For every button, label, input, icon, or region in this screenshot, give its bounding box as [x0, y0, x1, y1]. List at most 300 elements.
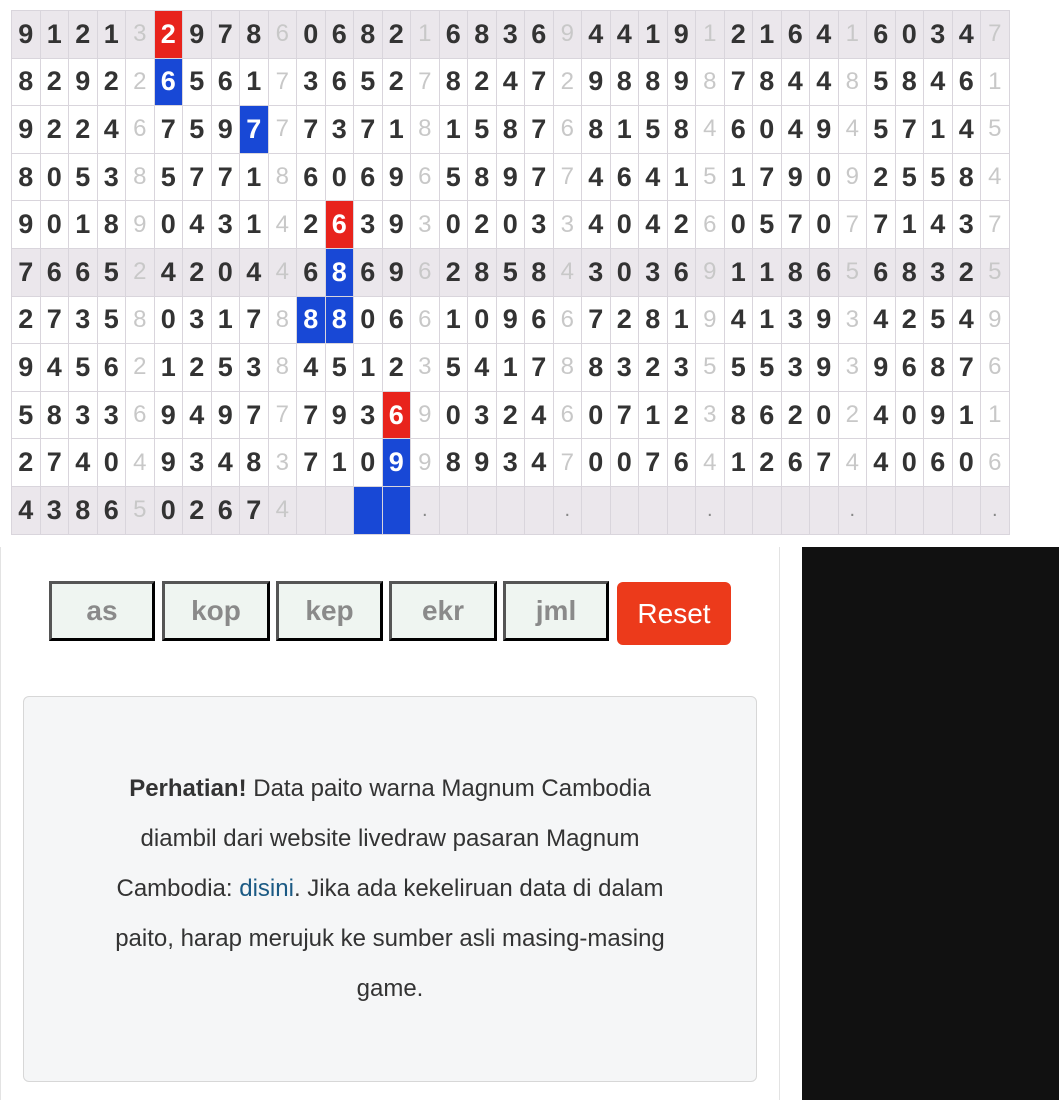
grid-digit-cell[interactable]: 6: [952, 58, 981, 106]
filter-as-button[interactable]: as: [49, 581, 155, 641]
grid-digit-cell[interactable]: 1: [240, 58, 269, 106]
grid-digit-cell[interactable]: 8: [582, 106, 611, 154]
grid-digit-cell[interactable]: 7: [810, 439, 839, 487]
grid-digit-cell[interactable]: 5: [154, 153, 183, 201]
grid-digit-cell[interactable]: 7: [724, 58, 753, 106]
grid-digit-cell[interactable]: 2: [496, 391, 525, 439]
grid-digit-cell[interactable]: 0: [610, 439, 639, 487]
grid-digit-cell[interactable]: 8: [468, 11, 497, 59]
grid-digit-cell[interactable]: 2: [895, 296, 924, 344]
grid-digit-cell[interactable]: 1: [354, 344, 383, 392]
grid-digit-cell[interactable]: 6: [895, 344, 924, 392]
grid-digit-cell[interactable]: 2: [667, 201, 696, 249]
grid-digit-cell[interactable]: 8: [582, 344, 611, 392]
grid-digit-cell[interactable]: 5: [183, 58, 212, 106]
grid-digit-cell[interactable]: 3: [240, 344, 269, 392]
grid-digit-cell[interactable]: 1: [154, 344, 183, 392]
grid-digit-cell[interactable]: 6: [525, 296, 554, 344]
grid-digit-cell[interactable]: 0: [724, 201, 753, 249]
grid-digit-cell[interactable]: 1: [724, 248, 753, 296]
grid-digit-cell[interactable]: 1: [211, 296, 240, 344]
grid-digit-cell[interactable]: 4: [867, 296, 896, 344]
grid-digit-cell[interactable]: 9: [12, 11, 41, 59]
grid-digit-cell[interactable]: 8: [12, 58, 41, 106]
grid-digit-cell[interactable]: 4: [867, 439, 896, 487]
grid-digit-cell[interactable]: 7: [211, 153, 240, 201]
grid-digit-cell[interactable]: 1: [40, 11, 69, 59]
grid-digit-cell[interactable]: 7: [183, 153, 212, 201]
grid-digit-cell[interactable]: 8: [439, 439, 468, 487]
grid-digit-cell[interactable]: 8: [781, 248, 810, 296]
grid-digit-cell[interactable]: 4: [183, 201, 212, 249]
grid-digit-cell[interactable]: 1: [895, 201, 924, 249]
grid-digit-cell[interactable]: 0: [325, 153, 354, 201]
grid-digit-cell[interactable]: 0: [582, 439, 611, 487]
grid-digit-cell[interactable]: 2: [382, 344, 411, 392]
grid-digit-cell[interactable]: 4: [468, 344, 497, 392]
grid-digit-cell[interactable]: 7: [610, 391, 639, 439]
grid-digit-cell[interactable]: 4: [297, 344, 326, 392]
grid-digit-cell[interactable]: 5: [97, 248, 126, 296]
grid-digit-cell[interactable]: 3: [639, 248, 668, 296]
grid-digit-cell[interactable]: 0: [810, 153, 839, 201]
grid-digit-cell[interactable]: 6: [667, 439, 696, 487]
grid-digit-cell[interactable]: 0: [468, 296, 497, 344]
grid-digit-cell[interactable]: 5: [211, 344, 240, 392]
grid-digit-cell[interactable]: 4: [525, 439, 554, 487]
grid-digit-cell[interactable]: 6: [610, 153, 639, 201]
grid-digit-cell[interactable]: 1: [610, 106, 639, 154]
grid-digit-cell[interactable]: 9: [924, 391, 953, 439]
grid-digit-cell[interactable]: 8: [496, 106, 525, 154]
grid-digit-cell[interactable]: 7: [240, 486, 269, 534]
grid-digit-cell[interactable]: 7: [525, 344, 554, 392]
grid-digit-cell[interactable]: 8: [240, 11, 269, 59]
grid-digit-cell[interactable]: 1: [667, 296, 696, 344]
grid-digit-cell[interactable]: 0: [753, 106, 782, 154]
grid-digit-cell[interactable]: 8: [639, 296, 668, 344]
grid-digit-cell[interactable]: 6: [297, 153, 326, 201]
grid-digit-cell[interactable]: 8: [468, 248, 497, 296]
grid-digit-cell[interactable]: 2: [639, 344, 668, 392]
grid-digit-cell[interactable]: 7: [12, 248, 41, 296]
grid-digit-cell[interactable]: 5: [69, 344, 98, 392]
grid-digit-cell[interactable]: 1: [724, 439, 753, 487]
grid-digit-cell[interactable]: 4: [924, 58, 953, 106]
grid-digit-cell[interactable]: 9: [211, 391, 240, 439]
grid-digit-cell[interactable]: 5: [867, 58, 896, 106]
grid-digit-cell[interactable]: 0: [895, 391, 924, 439]
grid-digit-cell[interactable]: 7: [154, 106, 183, 154]
grid-digit-cell[interactable]: 8: [667, 106, 696, 154]
grid-digit-cell[interactable]: 1: [240, 201, 269, 249]
grid-digit-cell[interactable]: 2: [781, 391, 810, 439]
grid-digit-cell[interactable]: 8: [895, 248, 924, 296]
grid-digit-cell[interactable]: 1: [439, 106, 468, 154]
grid-empty-highlight-cell: [382, 486, 411, 534]
grid-digit-cell[interactable]: 9: [582, 58, 611, 106]
grid-digit-cell[interactable]: 7: [40, 439, 69, 487]
grid-digit-cell[interactable]: 4: [952, 11, 981, 59]
grid-digit-cell[interactable]: 8: [468, 153, 497, 201]
grid-digit-cell[interactable]: 2: [12, 296, 41, 344]
grid-digit-cell[interactable]: 0: [40, 201, 69, 249]
grid-digit-cell[interactable]: 6: [325, 11, 354, 59]
grid-digit-cell[interactable]: 2: [867, 153, 896, 201]
grid-digit-cell[interactable]: 7: [40, 296, 69, 344]
grid-digit-cell[interactable]: 1: [439, 296, 468, 344]
grid-digit-cell[interactable]: 6: [810, 248, 839, 296]
grid-digit-cell[interactable]: 3: [40, 486, 69, 534]
grid-digit-cell[interactable]: 1: [325, 439, 354, 487]
grid-digit-cell[interactable]: 0: [895, 11, 924, 59]
grid-digit-cell[interactable]: 3: [354, 391, 383, 439]
grid-digit-cell[interactable]: 4: [582, 153, 611, 201]
grid-digit-cell[interactable]: 3: [952, 201, 981, 249]
grid-digit-cell[interactable]: 2: [12, 439, 41, 487]
grid-digit-cell[interactable]: 9: [382, 153, 411, 201]
grid-digit-cell[interactable]: 3: [468, 391, 497, 439]
filter-ekr-button[interactable]: ekr: [389, 581, 497, 641]
grid-digit-cell[interactable]: 4: [610, 11, 639, 59]
grid-digit-cell[interactable]: 1: [753, 296, 782, 344]
grid-digit-cell[interactable]: 7: [525, 153, 554, 201]
grid-digit-cell[interactable]: 8: [724, 391, 753, 439]
grid-digit-cell[interactable]: 3: [69, 296, 98, 344]
grid-digit-cell[interactable]: 2: [952, 248, 981, 296]
grid-digit-cell[interactable]: 2: [382, 11, 411, 59]
grid-digit-cell[interactable]: 4: [639, 201, 668, 249]
grid-digit-cell[interactable]: 2: [724, 11, 753, 59]
grid-digit-cell[interactable]: 3: [781, 296, 810, 344]
grid-digit-cell[interactable]: 9: [496, 153, 525, 201]
filter-kep-button[interactable]: kep: [276, 581, 383, 641]
grid-digit-cell[interactable]: 6: [867, 11, 896, 59]
grid-digit-cell[interactable]: 0: [895, 439, 924, 487]
grid-digit-cell[interactable]: 0: [211, 248, 240, 296]
grid-digit-cell[interactable]: 6: [867, 248, 896, 296]
grid-digit-cell[interactable]: 7: [781, 201, 810, 249]
grid-digit-cell[interactable]: 0: [496, 201, 525, 249]
grid-digit-cell[interactable]: 1: [753, 248, 782, 296]
grid-digit-cell[interactable]: 8: [439, 58, 468, 106]
grid-digit-cell[interactable]: 3: [297, 58, 326, 106]
grid-digit-cell[interactable]: 0: [610, 248, 639, 296]
grid-digit-cell[interactable]: 4: [69, 439, 98, 487]
grid-digit-cell[interactable]: 8: [924, 344, 953, 392]
grid-digit-cell[interactable]: 3: [325, 106, 354, 154]
grid-digit-cell[interactable]: 1: [724, 153, 753, 201]
grid-digit-cell[interactable]: 3: [354, 201, 383, 249]
grid-digit-cell[interactable]: 9: [382, 248, 411, 296]
grid-digit-cell[interactable]: 2: [667, 391, 696, 439]
grid-digit-cell[interactable]: 4: [12, 486, 41, 534]
grid-digit-cell[interactable]: 7: [240, 296, 269, 344]
grid-digit-cell[interactable]: 8: [952, 153, 981, 201]
grid-digit-cell[interactable]: 5: [183, 106, 212, 154]
grid-digit-cell[interactable]: 6: [154, 58, 183, 106]
grid-digit-cell[interactable]: 9: [325, 391, 354, 439]
grid-digit-cell[interactable]: 0: [154, 296, 183, 344]
grid-digit-cell[interactable]: 5: [325, 344, 354, 392]
grid-digit-cell[interactable]: 7: [240, 391, 269, 439]
grid-digit-cell[interactable]: 8: [895, 58, 924, 106]
grid-digit-cell[interactable]: 7: [240, 106, 269, 154]
grid-digit-cell[interactable]: 4: [924, 201, 953, 249]
filter-jml-button[interactable]: jml: [503, 581, 609, 641]
grid-digit-cell[interactable]: 6: [382, 391, 411, 439]
grid-digit-cell[interactable]: 2: [40, 106, 69, 154]
grid-digit-cell[interactable]: 3: [496, 439, 525, 487]
grid-digit-cell[interactable]: 0: [439, 201, 468, 249]
grid-digit-cell[interactable]: 2: [468, 58, 497, 106]
grid-digit-cell[interactable]: 3: [924, 11, 953, 59]
grid-digit-cell[interactable]: 6: [781, 11, 810, 59]
grid-digit-cell[interactable]: 7: [525, 106, 554, 154]
grid-digit-cell[interactable]: 7: [211, 11, 240, 59]
grid-digit-cell[interactable]: 0: [810, 201, 839, 249]
grid-digit-cell[interactable]: 0: [154, 201, 183, 249]
grid-digit-cell[interactable]: 7: [582, 296, 611, 344]
grid-digit-cell[interactable]: 7: [952, 344, 981, 392]
grid-digit-cell[interactable]: 9: [12, 344, 41, 392]
grid-digit-cell[interactable]: 1: [639, 391, 668, 439]
grid-digit-cell[interactable]: 6: [211, 58, 240, 106]
grid-digit-cell[interactable]: 8: [69, 486, 98, 534]
grid-digit-cell[interactable]: 2: [610, 296, 639, 344]
grid-digit-cell[interactable]: 6: [667, 248, 696, 296]
grid-digit-cell[interactable]: 5: [97, 296, 126, 344]
grid-digit-cell[interactable]: 2: [69, 11, 98, 59]
grid-digit-cell[interactable]: 9: [211, 106, 240, 154]
grid-digit-cell[interactable]: 6: [325, 58, 354, 106]
grid-digit-cell[interactable]: 9: [667, 58, 696, 106]
grid-digit-cell[interactable]: 8: [97, 201, 126, 249]
grid-digit-cell[interactable]: 8: [325, 248, 354, 296]
grid-digit-cell[interactable]: 4: [154, 248, 183, 296]
grid-digit-cell[interactable]: 1: [924, 106, 953, 154]
grid-digit-cell[interactable]: 4: [240, 248, 269, 296]
grid-digit-cell[interactable]: 6: [211, 486, 240, 534]
grid-digit-cell[interactable]: 9: [69, 58, 98, 106]
grid-digit-cell[interactable]: 4: [867, 391, 896, 439]
grid-digit-cell[interactable]: 4: [97, 106, 126, 154]
grid-digit-cell[interactable]: 7: [354, 106, 383, 154]
grid-digit-cell[interactable]: 4: [582, 201, 611, 249]
grid-digit-cell[interactable]: 9: [382, 439, 411, 487]
grid-digit-cell[interactable]: 0: [810, 391, 839, 439]
grid-empty-cell: [810, 486, 839, 534]
grid-digit-cell[interactable]: 2: [297, 201, 326, 249]
grid-digit-cell[interactable]: 3: [69, 391, 98, 439]
source-link[interactable]: disini: [239, 875, 294, 902]
grid-digit-cell[interactable]: 2: [97, 58, 126, 106]
grid-digit-cell[interactable]: 5: [895, 153, 924, 201]
grid-digit-cell[interactable]: 1: [667, 153, 696, 201]
grid-digit-cell[interactable]: 5: [12, 391, 41, 439]
filter-kop-button[interactable]: kop: [162, 581, 270, 641]
grid-digit-cell[interactable]: 4: [211, 439, 240, 487]
grid-digit-cell[interactable]: 4: [781, 106, 810, 154]
grid-digit-cell[interactable]: 7: [867, 201, 896, 249]
grid-digit-cell[interactable]: 3: [667, 344, 696, 392]
grid-digit-cell[interactable]: 6: [781, 439, 810, 487]
grid-digit-cell[interactable]: 4: [952, 106, 981, 154]
grid-digit-cell[interactable]: 3: [781, 344, 810, 392]
grid-digit-cell[interactable]: 4: [525, 391, 554, 439]
grid-digit-cell[interactable]: 1: [496, 344, 525, 392]
grid-digit-cell[interactable]: 2: [154, 11, 183, 59]
grid-digit-cell[interactable]: 4: [810, 58, 839, 106]
grid-digit-cell[interactable]: 5: [69, 153, 98, 201]
grid-digit-cell[interactable]: 2: [753, 439, 782, 487]
grid-digit-cell[interactable]: 3: [582, 248, 611, 296]
grid-digit-cell[interactable]: 2: [183, 248, 212, 296]
grid-digit-cell[interactable]: 9: [667, 11, 696, 59]
grid-digit-cell[interactable]: 0: [154, 486, 183, 534]
grid-digit-cell[interactable]: 8: [12, 153, 41, 201]
grid-digit-cell[interactable]: 9: [154, 439, 183, 487]
grid-digit-cell[interactable]: 0: [610, 201, 639, 249]
grid-digit-cell[interactable]: 3: [525, 201, 554, 249]
grid-digit-cell[interactable]: 6: [924, 439, 953, 487]
grid-digit-cell[interactable]: 4: [781, 58, 810, 106]
grid-digit-cell[interactable]: 5: [924, 153, 953, 201]
grid-separator-cell: 6: [126, 391, 155, 439]
grid-digit-cell[interactable]: 3: [610, 344, 639, 392]
grid-digit-cell[interactable]: 6: [382, 296, 411, 344]
grid-digit-cell[interactable]: 7: [895, 106, 924, 154]
grid-digit-cell[interactable]: 1: [639, 11, 668, 59]
grid-digit-cell[interactable]: 8: [325, 296, 354, 344]
grid-digit-cell[interactable]: 6: [753, 391, 782, 439]
grid-digit-cell[interactable]: 9: [867, 344, 896, 392]
grid-digit-cell[interactable]: 8: [639, 58, 668, 106]
grid-digit-cell[interactable]: 4: [496, 58, 525, 106]
grid-digit-cell[interactable]: 0: [40, 153, 69, 201]
grid-digit-cell[interactable]: 2: [439, 248, 468, 296]
grid-digit-cell[interactable]: 0: [354, 296, 383, 344]
grid-digit-cell[interactable]: 3: [97, 391, 126, 439]
grid-digit-cell[interactable]: 5: [439, 344, 468, 392]
grid-digit-cell[interactable]: 9: [810, 106, 839, 154]
grid-digit-cell[interactable]: 6: [525, 11, 554, 59]
grid-digit-cell[interactable]: 5: [724, 344, 753, 392]
grid-digit-cell[interactable]: 9: [810, 296, 839, 344]
notice-bold: Perhatian!: [129, 775, 247, 802]
grid-digit-cell[interactable]: 6: [40, 248, 69, 296]
grid-digit-cell[interactable]: 9: [12, 106, 41, 154]
grid-digit-cell[interactable]: 8: [354, 11, 383, 59]
grid-digit-cell[interactable]: 6: [97, 486, 126, 534]
grid-digit-cell[interactable]: 4: [183, 391, 212, 439]
grid-digit-cell[interactable]: 2: [69, 106, 98, 154]
grid-digit-cell[interactable]: 3: [97, 153, 126, 201]
grid-digit-cell[interactable]: 4: [952, 296, 981, 344]
grid-digit-cell[interactable]: 2: [468, 201, 497, 249]
grid-digit-cell[interactable]: 6: [354, 248, 383, 296]
grid-digit-cell[interactable]: 1: [952, 391, 981, 439]
grid-digit-cell[interactable]: 6: [439, 11, 468, 59]
grid-digit-cell[interactable]: 4: [724, 296, 753, 344]
grid-digit-cell[interactable]: 9: [382, 201, 411, 249]
grid-digit-cell[interactable]: 9: [154, 391, 183, 439]
grid-digit-cell[interactable]: 2: [183, 344, 212, 392]
grid-digit-cell[interactable]: 6: [297, 248, 326, 296]
grid-digit-cell[interactable]: 7: [297, 106, 326, 154]
grid-digit-cell[interactable]: 8: [753, 58, 782, 106]
grid-digit-cell[interactable]: 0: [297, 11, 326, 59]
grid-digit-cell[interactable]: 9: [468, 439, 497, 487]
grid-digit-cell[interactable]: 1: [382, 106, 411, 154]
grid-digit-cell[interactable]: 5: [468, 106, 497, 154]
grid-digit-cell[interactable]: 9: [12, 201, 41, 249]
grid-digit-cell[interactable]: 7: [297, 439, 326, 487]
grid-digit-cell[interactable]: 7: [297, 391, 326, 439]
grid-digit-cell[interactable]: 4: [639, 153, 668, 201]
grid-digit-cell[interactable]: 2: [40, 58, 69, 106]
grid-dot-cell: .: [696, 486, 725, 534]
reset-button[interactable]: Reset: [617, 582, 731, 645]
grid-digit-cell[interactable]: 8: [610, 58, 639, 106]
grid-digit-cell[interactable]: 2: [382, 58, 411, 106]
grid-digit-cell[interactable]: 6: [325, 201, 354, 249]
grid-digit-cell[interactable]: 8: [525, 248, 554, 296]
grid-digit-cell[interactable]: 3: [924, 248, 953, 296]
grid-digit-cell[interactable]: 5: [753, 344, 782, 392]
grid-digit-cell[interactable]: 8: [40, 391, 69, 439]
grid-digit-cell[interactable]: 0: [97, 439, 126, 487]
grid-digit-cell[interactable]: 0: [952, 439, 981, 487]
grid-digit-cell[interactable]: 9: [810, 344, 839, 392]
grid-digit-cell[interactable]: 5: [439, 153, 468, 201]
grid-digit-cell[interactable]: 0: [354, 439, 383, 487]
grid-digit-cell[interactable]: 5: [867, 106, 896, 154]
grid-digit-cell[interactable]: 8: [240, 439, 269, 487]
grid-digit-cell[interactable]: 6: [354, 153, 383, 201]
grid-digit-cell[interactable]: 3: [183, 296, 212, 344]
grid-digit-cell[interactable]: 1: [97, 11, 126, 59]
grid-digit-cell[interactable]: 3: [496, 11, 525, 59]
grid-digit-cell[interactable]: 3: [183, 439, 212, 487]
grid-digit-cell[interactable]: 5: [753, 201, 782, 249]
grid-digit-cell[interactable]: 4: [810, 11, 839, 59]
grid-digit-cell[interactable]: 5: [924, 296, 953, 344]
grid-digit-cell[interactable]: 4: [582, 11, 611, 59]
grid-digit-cell[interactable]: 6: [69, 248, 98, 296]
grid-digit-cell[interactable]: 5: [639, 106, 668, 154]
grid-digit-cell[interactable]: 9: [496, 296, 525, 344]
grid-digit-cell[interactable]: 4: [40, 344, 69, 392]
grid-digit-cell[interactable]: 5: [354, 58, 383, 106]
grid-digit-cell[interactable]: 6: [97, 344, 126, 392]
grid-digit-cell[interactable]: 0: [582, 391, 611, 439]
grid-digit-cell[interactable]: 7: [753, 153, 782, 201]
grid-digit-cell[interactable]: 1: [69, 201, 98, 249]
grid-digit-cell[interactable]: 1: [240, 153, 269, 201]
grid-digit-cell[interactable]: 6: [724, 106, 753, 154]
grid-digit-cell[interactable]: 9: [781, 153, 810, 201]
grid-digit-cell[interactable]: 5: [496, 248, 525, 296]
grid-digit-cell[interactable]: 9: [183, 11, 212, 59]
grid-digit-cell[interactable]: 0: [439, 391, 468, 439]
grid-digit-cell[interactable]: 1: [753, 11, 782, 59]
grid-digit-cell[interactable]: 7: [525, 58, 554, 106]
grid-digit-cell[interactable]: 2: [183, 486, 212, 534]
grid-digit-cell[interactable]: 8: [297, 296, 326, 344]
grid-digit-cell[interactable]: 7: [639, 439, 668, 487]
grid-digit-cell[interactable]: 3: [211, 201, 240, 249]
